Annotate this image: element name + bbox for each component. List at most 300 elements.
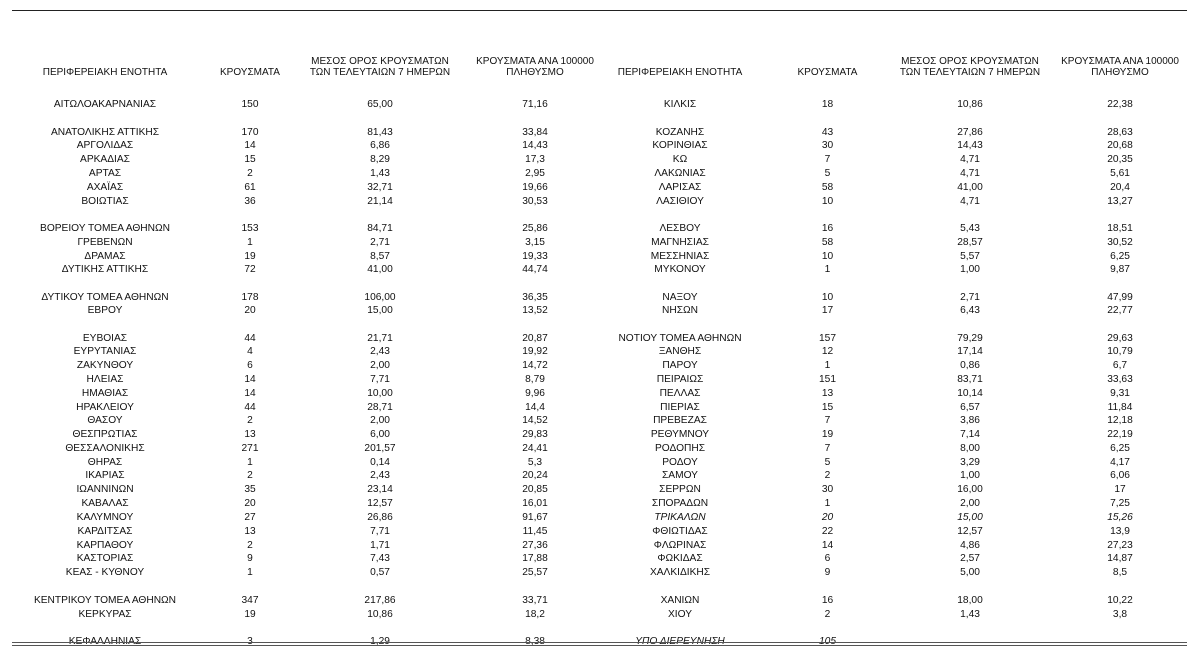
cell-cases: 30 (821, 484, 834, 495)
cell-region: ΕΥΒΟΙΑΣ (82, 333, 128, 344)
cell-cases: 58 (821, 182, 834, 193)
cell-avg7: 7,14 (960, 429, 980, 440)
cell-per100k: 11,84 (1107, 402, 1133, 413)
cell-region: ΠΕΛΛΑΣ (659, 388, 701, 399)
cell-per100k: 10,79 (1107, 346, 1133, 357)
cell-per100k: 19,33 (522, 251, 548, 262)
cell-region: ΦΘΙΩΤΙΔΑΣ (652, 526, 708, 537)
cell-per100k: 17,88 (522, 553, 548, 564)
cell-region: ΧΑΛΚΙΔΙΚΗΣ (649, 567, 711, 578)
cell-avg7: 7,43 (370, 553, 390, 564)
cell-region: ΑΧΑΪΑΣ (86, 182, 124, 193)
cell-cases: 14 (244, 140, 256, 151)
cell-per100k: 24,41 (522, 443, 548, 454)
cell-per100k: 44,74 (522, 264, 548, 275)
cell-region: ΝΑΞΟΥ (662, 292, 698, 303)
cell-avg7: 2,43 (370, 470, 390, 481)
cell-per100k: 5,61 (1110, 168, 1130, 179)
cell-cases: 19 (244, 609, 256, 620)
cell-per100k: 33,84 (522, 127, 548, 138)
cell-cases: 6 (247, 360, 253, 371)
table-row-right (0, 552, 1199, 565)
cell-avg7: 1,43 (370, 168, 390, 179)
cell-per100k: 7,25 (1110, 498, 1130, 509)
cell-per100k: 33,63 (1107, 374, 1133, 385)
cell-region: ΚΕΝΤΡΙΚΟΥ ΤΟΜΕΑ ΑΘΗΝΩΝ (33, 595, 177, 606)
table-row-right (0, 456, 1199, 469)
cell-region: ΠΙΕΡΙΑΣ (660, 402, 700, 413)
cell-region: ΛΑΡΙΣΑΣ (658, 182, 702, 193)
cell-avg7: 3,29 (960, 457, 980, 468)
cell-per100k: 30,52 (1107, 237, 1133, 248)
cell-region: ΒΟΙΩΤΙΑΣ (81, 196, 129, 207)
cell-per100k: 8,79 (525, 374, 545, 385)
cell-region: ΣΑΜΟΥ (662, 470, 698, 481)
cell-avg7: 21,14 (367, 196, 393, 207)
cell-region: ΘΑΣΟΥ (87, 415, 123, 426)
cell-region: ΗΛΕΙΑΣ (86, 374, 124, 385)
cell-per100k: 17 (1114, 484, 1126, 495)
cell-cases: 347 (241, 595, 259, 606)
bottom-rule-secondary (12, 645, 1187, 646)
cell-per100k: 20,87 (522, 333, 548, 344)
cell-avg7: 4,71 (960, 168, 980, 179)
cell-per100k: 22,77 (1107, 305, 1133, 316)
table-row-right (0, 387, 1199, 400)
table-row-right (0, 359, 1199, 372)
table-row-right (0, 222, 1199, 235)
cell-avg7: 4,71 (960, 196, 980, 207)
cell-cases: 2 (247, 415, 253, 426)
cell-avg7: 6,00 (370, 429, 390, 440)
cell-cases: 15 (244, 154, 256, 165)
cell-region: ΖΑΚΥΝΘΟΥ (76, 360, 134, 371)
cell-avg7: 2,00 (370, 360, 390, 371)
table-row-right (0, 304, 1199, 317)
cell-region: ΛΑΣΙΘΙΟΥ (656, 196, 704, 207)
cell-cases: 6 (824, 553, 831, 564)
cell-avg7: 26,86 (367, 512, 393, 523)
header-cases-right: ΚΡΟΥΣΜΑΤΑ (797, 67, 858, 78)
cell-region: ΞΑΝΘΗΣ (658, 346, 702, 357)
cell-avg7: 18,00 (957, 595, 983, 606)
cell-region: ΜΑΓΝΗΣΙΑΣ (651, 237, 709, 248)
cell-avg7: 3,86 (960, 415, 980, 426)
cell-region: ΚΑΡΔΙΤΣΑΣ (77, 526, 133, 537)
cell-cases: 271 (241, 443, 259, 454)
cell-avg7: 2,00 (370, 415, 390, 426)
cell-region: ΚΑΛΥΜΝΟΥ (76, 512, 134, 523)
cell-cases: 30 (821, 140, 834, 151)
cell-cases: 2 (824, 609, 831, 620)
table-row-right (0, 250, 1199, 263)
table-row-right (0, 332, 1199, 345)
cell-avg7: 15,00 (367, 305, 393, 316)
header-region-right: ΠΕΡΙΦΕΡΕΙΑΚΗ ΕΝΟΤΗΤΑ (617, 67, 743, 78)
cell-region: ΑΡΓΟΛΙΔΑΣ (76, 140, 134, 151)
cell-region: ΑΝΑΤΟΛΙΚΗΣ ΑΤΤΙΚΗΣ (50, 127, 160, 138)
table-row-right (0, 139, 1199, 152)
cell-cases: 170 (241, 127, 259, 138)
cell-region: ΗΜΑΘΙΑΣ (81, 388, 129, 399)
cell-per100k: 27,36 (522, 540, 548, 551)
cell-region: ΘΗΡΑΣ (87, 457, 123, 468)
cell-region: ΚΕΑΣ - ΚΥΘΝΟΥ (65, 567, 145, 578)
cell-region: ΗΡΑΚΛΕΙΟΥ (76, 402, 134, 413)
cell-per100k: 3,15 (525, 237, 545, 248)
header-per100k-left: ΚΡΟΥΣΜΑΤΑ ΑΝΑ 100000 ΠΛΗΘΥΣΜΟ (476, 56, 594, 78)
table-row-right (0, 497, 1199, 510)
cell-region: ΡΟΔΟΥ (662, 457, 698, 468)
cell-region: ΙΚΑΡΙΑΣ (85, 470, 125, 481)
cell-cases: 43 (821, 127, 834, 138)
cell-region: ΣΕΡΡΩΝ (659, 484, 701, 495)
cell-per100k: 13,9 (1110, 526, 1130, 537)
cell-cases: 13 (244, 429, 256, 440)
cell-cases: 61 (244, 182, 256, 193)
cell-region: ΘΕΣΣΑΛΟΝΙΚΗΣ (65, 443, 145, 454)
cell-per100k: 20,35 (1107, 154, 1133, 165)
cell-cases: 2 (824, 470, 831, 481)
cell-per100k: 9,96 (525, 388, 545, 399)
cell-cases: 1 (824, 498, 831, 509)
cell-cases: 16 (821, 223, 834, 234)
cell-cases: 13 (244, 526, 256, 537)
cell-cases: 19 (244, 251, 256, 262)
cell-cases: 27 (244, 512, 256, 523)
cell-avg7: 8,57 (370, 251, 390, 262)
cell-region: ΧΙΟΥ (667, 609, 693, 620)
cell-region: ΜΕΣΣΗΝΙΑΣ (650, 251, 710, 262)
cell-cases: 20 (821, 512, 834, 523)
cell-avg7: 17,14 (957, 346, 983, 357)
cell-region: ΠΡΕΒΕΖΑΣ (653, 415, 707, 426)
cell-cases: 44 (244, 402, 256, 413)
cell-avg7: 84,71 (367, 223, 393, 234)
cell-avg7: 2,00 (960, 498, 980, 509)
cell-region: ΕΒΡΟΥ (87, 305, 123, 316)
table-row-right (0, 291, 1199, 304)
cell-region: ΑΡΤΑΣ (88, 168, 122, 179)
cell-region: ΚΑΣΤΟΡΙΑΣ (76, 553, 134, 564)
cell-avg7: 2,43 (370, 346, 390, 357)
cell-cases: 1 (247, 457, 253, 468)
table-row-right (0, 401, 1199, 414)
table-row-right (0, 442, 1199, 455)
cell-per100k: 71,16 (522, 99, 548, 110)
cell-avg7: 5,00 (960, 567, 980, 578)
cell-per100k: 17,3 (525, 154, 545, 165)
cell-per100k: 6,25 (1110, 443, 1130, 454)
table-row-right (0, 345, 1199, 358)
cell-avg7: 1,43 (960, 609, 980, 620)
cell-per100k: 15,26 (1107, 512, 1133, 523)
cell-avg7: 7,71 (370, 374, 390, 385)
cell-cases: 5 (824, 168, 831, 179)
cell-per100k: 22,19 (1107, 429, 1133, 440)
cell-avg7: 16,00 (957, 484, 983, 495)
top-rule (12, 10, 1187, 11)
cell-per100k: 30,53 (522, 196, 548, 207)
table-row-right (0, 126, 1199, 139)
cell-cases: 7 (824, 443, 831, 454)
cell-region: ΘΕΣΠΡΩΤΙΑΣ (72, 429, 138, 440)
cell-per100k: 91,67 (522, 512, 548, 523)
cell-region: ΚΙΛΚΙΣ (663, 99, 697, 110)
cell-cases: 36 (244, 196, 256, 207)
cell-region: ΧΑΝΙΩΝ (660, 595, 700, 606)
cell-per100k: 6,06 (1110, 470, 1130, 481)
table-row-right (0, 373, 1199, 386)
cell-per100k: 19,92 (522, 346, 548, 357)
cell-cases: 2 (247, 470, 253, 481)
cell-avg7: 2,71 (370, 237, 390, 248)
cell-per100k: 22,38 (1107, 99, 1133, 110)
cell-cases: 157 (819, 333, 836, 344)
table-row-right (0, 511, 1199, 524)
cell-per100k: 20,4 (1110, 182, 1130, 193)
cell-cases: 9 (824, 567, 831, 578)
cell-per100k: 5,3 (527, 457, 543, 468)
cell-region: ΤΡΙΚΑΛΩΝ (654, 512, 706, 523)
cell-region: ΚΟΖΑΝΗΣ (655, 127, 705, 138)
cell-avg7: 1,00 (960, 470, 980, 481)
cell-cases: 17 (821, 305, 834, 316)
cell-region: ΑΡΚΑΔΙΑΣ (80, 154, 130, 165)
cell-per100k: 13,27 (1107, 196, 1133, 207)
table-row-right (0, 428, 1199, 441)
cell-cases: 1 (247, 567, 253, 578)
header-per100k-right: ΚΡΟΥΣΜΑΤΑ ΑΝΑ 100000 ΠΛΗΘΥΣΜΟ (1061, 56, 1179, 78)
table-row-right (0, 195, 1199, 208)
cell-per100k: 36,35 (522, 292, 548, 303)
cell-region: ΡΟΔΟΠΗΣ (654, 443, 706, 454)
table-row-right (0, 469, 1199, 482)
cell-cases: 72 (244, 264, 256, 275)
cell-avg7: 6,43 (960, 305, 980, 316)
cell-avg7: 0,14 (370, 457, 390, 468)
cell-region: ΠΕΙΡΑΙΩΣ (656, 374, 704, 385)
cell-cases: 20 (244, 305, 256, 316)
cell-per100k: 13,52 (522, 305, 548, 316)
cell-avg7: 2,71 (960, 292, 980, 303)
cell-cases: 4 (247, 346, 253, 357)
cell-region: ΚΑΡΠΑΘΟΥ (76, 540, 134, 551)
cell-cases: 10 (821, 196, 834, 207)
cell-avg7: 1,71 (370, 540, 390, 551)
cell-per100k: 12,18 (1107, 415, 1133, 426)
cell-per100k: 6,25 (1110, 251, 1130, 262)
cell-region: ΡΕΘΥΜΝΟΥ (650, 429, 710, 440)
cell-per100k: 20,24 (522, 470, 548, 481)
cell-region: ΚΩ (672, 154, 688, 165)
cell-per100k: 8,5 (1112, 567, 1128, 578)
cell-per100k: 27,23 (1107, 540, 1133, 551)
table-row-right (0, 236, 1199, 249)
cell-region: ΕΥΡΥΤΑΝΙΑΣ (73, 346, 137, 357)
cell-region: ΠΑΡΟΥ (662, 360, 698, 371)
cell-avg7: 14,43 (957, 140, 983, 151)
cell-region: ΜΥΚΟΝΟΥ (654, 264, 706, 275)
cell-avg7: 8,29 (370, 154, 390, 165)
cell-per100k: 29,63 (1107, 333, 1133, 344)
cell-avg7: 1,00 (960, 264, 980, 275)
cell-avg7: 10,86 (957, 99, 983, 110)
cell-region: ΔΡΑΜΑΣ (84, 251, 126, 262)
cell-per100k: 33,71 (522, 595, 548, 606)
cell-avg7: 106,00 (364, 292, 396, 303)
cell-avg7: 23,14 (367, 484, 393, 495)
cell-cases: 12 (821, 346, 834, 357)
cell-region: ΙΩΑΝΝΙΝΩΝ (76, 484, 134, 495)
cell-per100k: 20,68 (1107, 140, 1133, 151)
cell-avg7: 27,86 (957, 127, 983, 138)
cell-avg7: 41,00 (367, 264, 393, 275)
table-row-right (0, 181, 1199, 194)
cell-cases: 2 (247, 168, 253, 179)
cell-avg7: 10,14 (957, 388, 983, 399)
cell-per100k: 28,63 (1107, 127, 1133, 138)
cell-region: ΦΩΚΙΔΑΣ (657, 553, 703, 564)
cell-cases: 1 (247, 237, 253, 248)
cell-per100k: 29,83 (522, 429, 548, 440)
cell-cases: 1 (824, 264, 831, 275)
table-row-right (0, 539, 1199, 552)
cell-region: ΔΥΤΙΚΗΣ ΑΤΤΙΚΗΣ (61, 264, 149, 275)
cell-per100k: 11,45 (522, 526, 548, 537)
cell-per100k: 14,43 (522, 140, 548, 151)
cell-avg7: 6,57 (960, 402, 980, 413)
cell-region: ΝΗΣΩΝ (662, 305, 698, 316)
cell-per100k: 18,2 (525, 609, 545, 620)
cell-cases: 153 (241, 223, 259, 234)
cell-avg7: 8,00 (960, 443, 980, 454)
cell-avg7: 12,57 (957, 526, 983, 537)
cell-region: ΚΟΡΙΝΘΙΑΣ (652, 140, 708, 151)
cell-avg7: 65,00 (367, 99, 393, 110)
cell-avg7: 4,86 (960, 540, 980, 551)
cell-avg7: 217,86 (364, 595, 396, 606)
cell-per100k: 14,72 (522, 360, 548, 371)
cell-cases: 5 (824, 457, 831, 468)
cell-per100k: 14,52 (522, 415, 548, 426)
cell-per100k: 25,86 (522, 223, 548, 234)
cell-region: ΚΑΒΑΛΑΣ (81, 498, 129, 509)
cell-region: ΣΠΟΡΑΔΩΝ (651, 498, 709, 509)
cell-cases: 15 (821, 402, 834, 413)
cell-per100k: 20,85 (522, 484, 548, 495)
cell-cases: 44 (244, 333, 256, 344)
cell-avg7: 83,71 (957, 374, 983, 385)
cell-region: ΛΕΣΒΟΥ (659, 223, 701, 234)
cell-region: ΦΛΩΡΙΝΑΣ (653, 540, 707, 551)
cell-cases: 151 (819, 374, 836, 385)
cell-cases: 20 (244, 498, 256, 509)
cell-avg7: 7,71 (370, 526, 390, 537)
cell-cases: 14 (821, 540, 834, 551)
table-row-right (0, 483, 1199, 496)
cell-per100k: 14,4 (525, 402, 545, 413)
cell-avg7: 6,86 (370, 140, 390, 151)
cell-avg7: 2,57 (960, 553, 980, 564)
cell-cases: 178 (241, 292, 259, 303)
cell-per100k: 10,22 (1107, 595, 1133, 606)
cell-cases: 18 (821, 99, 834, 110)
table-row-right (0, 566, 1199, 579)
header-avg7-right: ΜΕΣΟΣ ΟΡΟΣ ΚΡΟΥΣΜΑΤΩΝ ΤΩΝ ΤΕΛΕΥΤΑΙΩΝ 7 ΗΜΕΡΩΝ (899, 56, 1041, 78)
cell-cases: 2 (247, 540, 253, 551)
bottom-rule (12, 642, 1187, 643)
cell-cases: 1 (824, 360, 831, 371)
cell-region: ΔΥΤΙΚΟΥ ΤΟΜΕΑ ΑΘΗΝΩΝ (41, 292, 169, 303)
header-region-left: ΠΕΡΙΦΕΡΕΙΑΚΗ ΕΝΟΤΗΤΑ (42, 67, 168, 78)
cell-avg7: 28,57 (957, 237, 983, 248)
table-row-right (0, 594, 1199, 607)
cell-per100k: 14,87 (1107, 553, 1133, 564)
cell-avg7: 5,43 (960, 223, 980, 234)
cell-cases: 10 (821, 251, 834, 262)
cell-per100k: 18,51 (1107, 223, 1133, 234)
cell-per100k: 2,95 (525, 168, 545, 179)
cell-region: ΑΙΤΩΛΟΑΚΑΡΝΑΝΙΑΣ (53, 99, 157, 110)
cell-region: ΛΑΚΩΝΙΑΣ (654, 168, 706, 179)
cell-avg7: 201,57 (364, 443, 396, 454)
cell-cases: 13 (821, 388, 834, 399)
cell-per100k: 25,57 (522, 567, 548, 578)
cell-per100k: 3,8 (1112, 609, 1128, 620)
cell-cases: 10 (821, 292, 834, 303)
cell-cases: 9 (247, 553, 253, 564)
cell-region: ΓΡΕΒΕΝΩΝ (77, 237, 133, 248)
cell-region: ΒΟΡΕΙΟΥ ΤΟΜΕΑ ΑΘΗΝΩΝ (40, 223, 170, 234)
header-avg7-left: ΜΕΣΟΣ ΟΡΟΣ ΚΡΟΥΣΜΑΤΩΝ ΤΩΝ ΤΕΛΕΥΤΑΙΩΝ 7 ΗΜΕΡΩΝ (309, 56, 451, 78)
cell-per100k: 9,87 (1110, 264, 1130, 275)
cell-region: ΚΕΡΚΥΡΑΣ (78, 609, 132, 620)
cell-avg7: 0,86 (960, 360, 980, 371)
cell-per100k: 9,31 (1110, 388, 1130, 399)
cell-avg7: 41,00 (957, 182, 983, 193)
table-row-right (0, 167, 1199, 180)
cell-avg7: 15,00 (957, 512, 983, 523)
cell-cases: 35 (244, 484, 256, 495)
table-row-right (0, 608, 1199, 621)
cell-region: ΝΟΤΙΟΥ ΤΟΜΕΑ ΑΘΗΝΩΝ (618, 333, 742, 344)
table-row-right (0, 414, 1199, 427)
cell-avg7: 5,57 (960, 251, 980, 262)
cell-cases: 14 (244, 388, 256, 399)
cell-per100k: 19,66 (522, 182, 548, 193)
cell-avg7: 81,43 (367, 127, 393, 138)
cell-cases: 58 (821, 237, 834, 248)
cell-cases: 16 (821, 595, 834, 606)
cell-avg7: 0,57 (370, 567, 390, 578)
cell-avg7: 4,71 (960, 154, 980, 165)
cell-avg7: 21,71 (367, 333, 393, 344)
table-row-right (0, 263, 1199, 276)
cell-cases: 22 (821, 526, 834, 537)
cell-avg7: 10,00 (367, 388, 393, 399)
cell-avg7: 79,29 (957, 333, 983, 344)
cell-cases: 7 (824, 154, 831, 165)
cell-per100k: 16,01 (522, 498, 548, 509)
cell-avg7: 12,57 (367, 498, 393, 509)
cell-cases: 14 (244, 374, 256, 385)
cell-per100k: 4,17 (1110, 457, 1130, 468)
cell-avg7: 10,86 (367, 609, 393, 620)
table-row-right (0, 153, 1199, 166)
cell-per100k: 6,7 (1112, 360, 1128, 371)
cell-cases: 7 (824, 415, 831, 426)
